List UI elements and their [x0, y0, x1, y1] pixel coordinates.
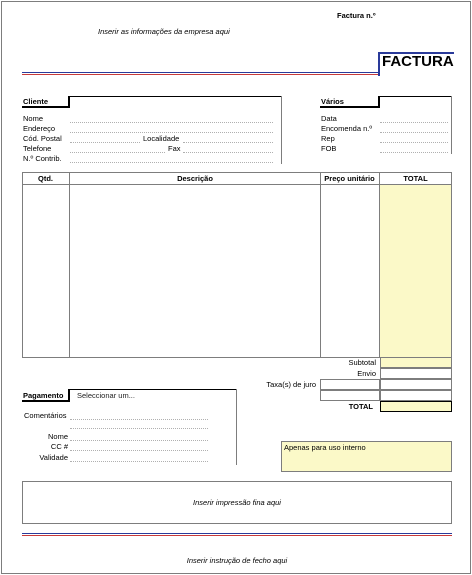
footer-rule-red — [22, 535, 452, 536]
client-phone-label: Telefone — [23, 144, 52, 153]
subtotal-cell[interactable] — [380, 357, 452, 368]
column-header-description: Descrição — [177, 174, 213, 183]
subtotal-label: Subtotal — [348, 358, 376, 367]
column-header-unit-price: Preço unitário — [324, 174, 375, 183]
card-validity-label: Validade — [39, 453, 68, 462]
client-postal-label: Cód. Postal — [23, 134, 62, 143]
client-heading-underline — [22, 106, 69, 108]
header-rule-red — [22, 74, 378, 75]
client-postal-field[interactable] — [70, 142, 140, 143]
client-taxid-field[interactable] — [70, 162, 273, 163]
misc-top-line — [379, 96, 451, 97]
payment-right-line — [236, 389, 237, 465]
misc-rep-label: Rep — [321, 134, 335, 143]
page-title: FACTURA — [382, 53, 454, 70]
fine-print-placeholder[interactable]: Inserir impressão fina aqui — [193, 498, 281, 507]
client-name-label: Nome — [23, 114, 44, 123]
client-address-label: Endereço — [23, 124, 56, 133]
comments-field-2[interactable] — [70, 428, 208, 429]
payment-heading-tick — [68, 389, 70, 402]
internal-use-label: Apenas para uso interno — [284, 443, 366, 452]
client-heading: Cliente — [23, 97, 49, 106]
misc-order-field[interactable] — [380, 132, 448, 133]
client-name-field[interactable] — [70, 122, 273, 123]
company-info-placeholder[interactable]: Inserir as informações da empresa aqui — [98, 27, 230, 36]
client-taxid-label: N.º Contrib. — [23, 154, 62, 163]
card-validity-field[interactable] — [70, 461, 208, 462]
client-right-line — [281, 96, 282, 164]
payment-heading-underline — [22, 400, 69, 402]
header-rule-blue — [22, 72, 378, 73]
closing-instruction[interactable]: Inserir instrução de fecho aqui — [186, 556, 288, 565]
grand-total-label: TOTAL — [348, 402, 373, 411]
table-col-divider-1 — [69, 172, 70, 358]
misc-heading-underline — [320, 106, 379, 108]
card-number-label: CC # — [50, 442, 68, 451]
client-address-field[interactable] — [70, 132, 273, 133]
table-col-divider-3 — [379, 172, 380, 358]
table-col-divider-2 — [320, 172, 321, 358]
payment-heading: Pagamento — [23, 391, 64, 400]
misc-rep-field[interactable] — [380, 142, 448, 143]
grand-total-cell[interactable] — [380, 401, 452, 412]
client-heading-tick — [68, 96, 70, 108]
misc-order-label: Encomenda n.º — [321, 124, 373, 133]
misc-date-label: Data — [321, 114, 337, 123]
invoice-number-label: Factura n.º — [337, 11, 376, 20]
shipping-cell[interactable] — [380, 368, 452, 379]
misc-heading: Vários — [321, 97, 344, 106]
client-locality-label: Localidade — [143, 134, 180, 143]
client-top-line — [69, 96, 281, 97]
shipping-label: Envio — [357, 369, 376, 378]
misc-date-field[interactable] — [380, 122, 448, 123]
client-locality-field[interactable] — [183, 142, 273, 143]
client-phone-field[interactable] — [70, 152, 165, 153]
column-header-total: TOTAL — [403, 174, 428, 183]
client-fax-label: Fax — [168, 144, 181, 153]
footer-rule-blue — [22, 533, 452, 534]
interest-amount-cell-2[interactable] — [380, 390, 452, 401]
payment-name-field[interactable] — [70, 440, 208, 441]
interest-amount-cell[interactable] — [380, 379, 452, 390]
payment-method-select[interactable]: Seleccionar um... — [77, 391, 135, 400]
misc-fob-label: FOB — [321, 144, 337, 153]
comments-field[interactable] — [70, 419, 208, 420]
total-column-fill[interactable] — [380, 184, 451, 357]
table-header-divider — [22, 184, 452, 185]
misc-right-line — [451, 96, 452, 154]
interest-rate-cell[interactable] — [320, 379, 380, 390]
client-fax-field[interactable] — [183, 152, 273, 153]
misc-heading-tick — [378, 96, 380, 108]
payment-top-line — [69, 389, 236, 390]
card-number-field[interactable] — [70, 450, 208, 451]
interest-rate-cell-2[interactable] — [320, 390, 380, 401]
comments-label: Comentários — [24, 411, 67, 420]
misc-fob-field[interactable] — [380, 152, 448, 153]
column-header-qty: Qtd. — [38, 174, 53, 183]
interest-label: Taxa(s) de juro — [266, 380, 316, 389]
payment-name-label: Nome — [47, 432, 68, 441]
